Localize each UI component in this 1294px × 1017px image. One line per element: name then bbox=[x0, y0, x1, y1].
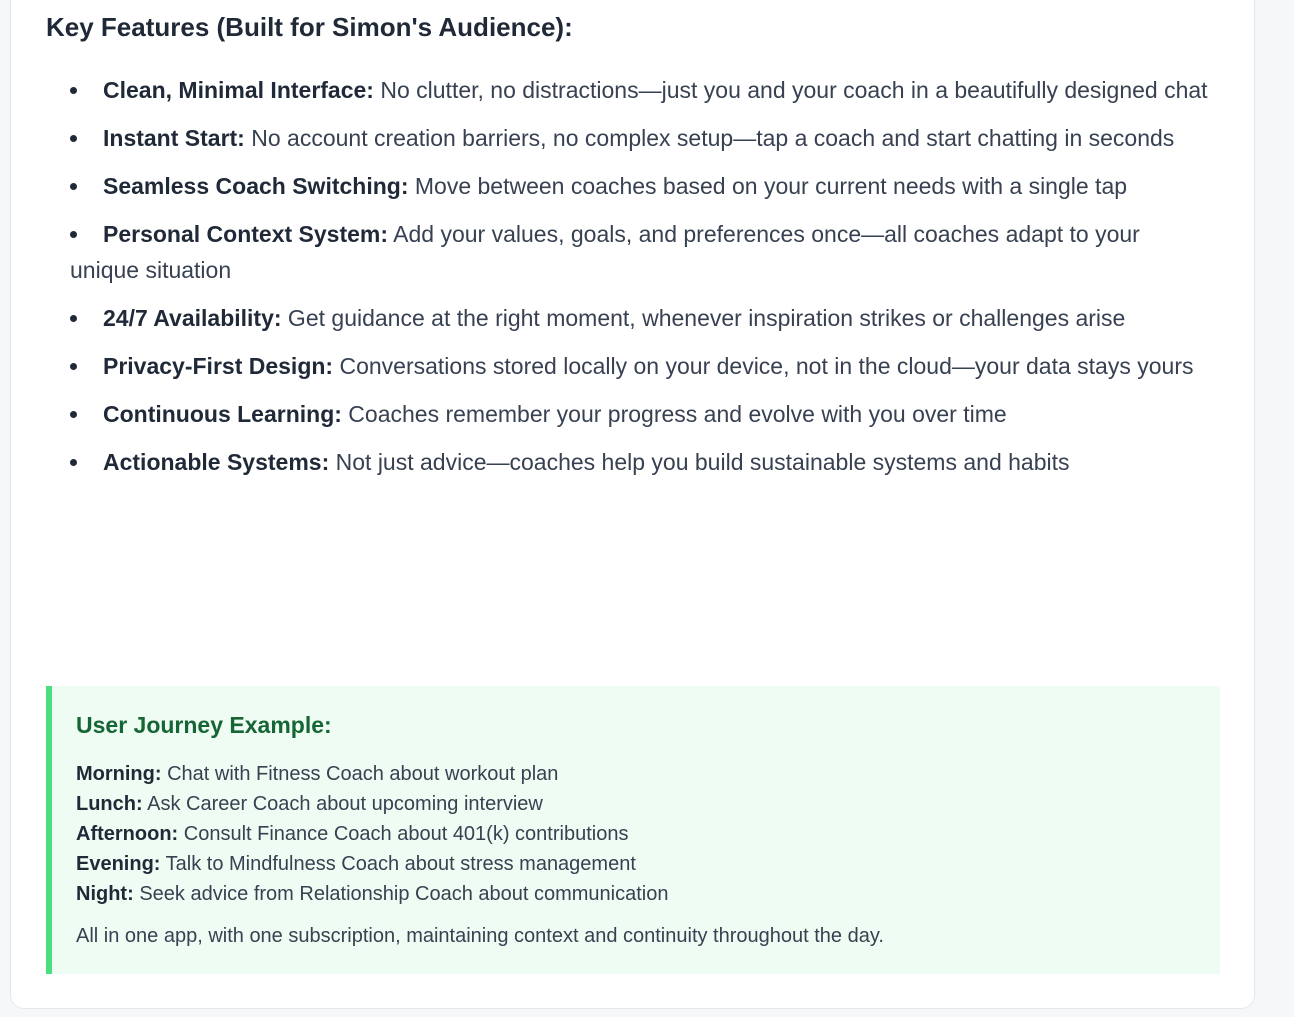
step-description: Chat with Fitness Coach about workout plan bbox=[161, 763, 559, 785]
journey-step-evening bbox=[76, 849, 1220, 879]
step-label: Morning: bbox=[76, 763, 162, 785]
feature-description: No account creation barriers, no complex setup—tap a coach and start chatting in seconds bbox=[244, 125, 1175, 151]
bullet-icon bbox=[70, 411, 77, 418]
step-label: Lunch: bbox=[76, 793, 143, 815]
feature-description: No clutter, no distractions—just you and your coach in a beautifully designed chat bbox=[373, 77, 1208, 103]
feature-list bbox=[70, 72, 1210, 492]
bullet-icon bbox=[70, 459, 77, 466]
feature-item-actionable-systems bbox=[70, 444, 1210, 480]
journey-step-morning bbox=[76, 759, 1220, 789]
feature-description: Conversations stored locally on your device, not in the cloud—your data stays yours bbox=[333, 353, 1194, 379]
journey-summary: All in one app, with one subscription, maintaining context and continuity throughout the day. bbox=[76, 925, 884, 947]
step-label: Evening: bbox=[76, 853, 161, 875]
feature-description: Not just advice—coaches help you build sustainable systems and habits bbox=[329, 449, 1070, 475]
bullet-icon bbox=[70, 135, 77, 142]
step-description: Talk to Mindfulness Coach about stress management bbox=[160, 853, 636, 875]
bullet-icon bbox=[70, 183, 77, 190]
journey-step-afternoon bbox=[76, 819, 1220, 849]
feature-item-clean-interface bbox=[70, 72, 1210, 108]
feature-item-instant-start bbox=[70, 120, 1210, 156]
feature-item-availability bbox=[70, 300, 1210, 336]
feature-title: Privacy-First Design: bbox=[103, 353, 334, 379]
feature-title: Clean, Minimal Interface: bbox=[103, 77, 374, 103]
feature-description: Coaches remember your progress and evolve with you over time bbox=[341, 401, 1007, 427]
bullet-icon bbox=[70, 363, 77, 370]
feature-title: Seamless Coach Switching: bbox=[103, 173, 409, 199]
feature-description: Move between coaches based on your current needs with a single tap bbox=[408, 173, 1128, 199]
user-journey-heading: User Journey Example: bbox=[76, 712, 332, 738]
bullet-icon bbox=[70, 231, 77, 238]
step-description: Seek advice from Relationship Coach about communication bbox=[133, 883, 669, 905]
feature-title: Instant Start: bbox=[103, 125, 245, 151]
journey-steps bbox=[76, 759, 1220, 909]
journey-step-lunch bbox=[76, 789, 1220, 819]
journey-step-night bbox=[76, 879, 1220, 909]
step-description: Ask Career Coach about upcoming interview bbox=[142, 793, 543, 815]
feature-title: Continuous Learning: bbox=[103, 401, 342, 427]
feature-description: Get guidance at the right moment, whenever inspiration strikes or challenges arise bbox=[281, 305, 1126, 331]
step-description: Consult Finance Coach about 401(k) contributions bbox=[178, 823, 629, 845]
feature-item-privacy bbox=[70, 348, 1210, 384]
feature-item-coach-switching bbox=[70, 168, 1210, 204]
step-label: Afternoon: bbox=[76, 823, 179, 845]
bullet-icon bbox=[70, 315, 77, 322]
feature-item-personal-context bbox=[70, 216, 1210, 288]
feature-title: 24/7 Availability: bbox=[103, 305, 282, 331]
user-journey-callout bbox=[46, 686, 1220, 974]
feature-title: Personal Context System: bbox=[103, 221, 389, 247]
key-features-heading: Key Features (Built for Simon's Audience): bbox=[46, 12, 573, 42]
feature-item-continuous-learning bbox=[70, 396, 1210, 432]
bullet-icon bbox=[70, 87, 77, 94]
feature-title: Actionable Systems: bbox=[103, 449, 330, 475]
feature-description: Add your values, goals, and preferences once—all coaches adapt to your unique situation bbox=[70, 221, 1140, 283]
step-label: Night: bbox=[76, 883, 134, 905]
